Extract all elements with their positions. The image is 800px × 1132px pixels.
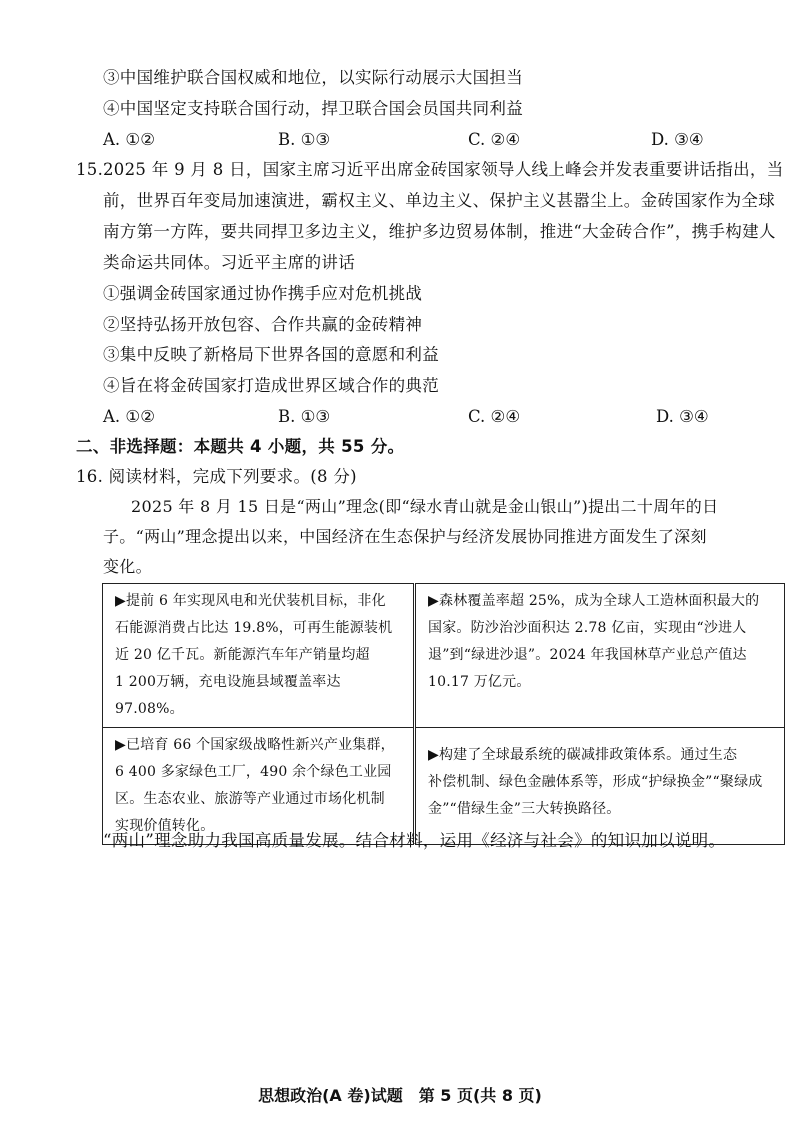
material-table xyxy=(102,583,785,845)
material-cell-energy xyxy=(103,584,415,728)
q16-question: “两山”理念助力我国高质量发展。结合材料，运用《经济与社会》的知识加以说明。 xyxy=(103,831,726,850)
q14-item-4: ④中国坚定支持联合国行动，捍卫联合国会员国共同利益 xyxy=(103,99,523,118)
cell-line: 补偿机制、绿色金融体系等，形成“护绿换金”“聚绿成 xyxy=(428,774,763,790)
cell-line: ▶已培育 66 个国家级战略性新兴产业集群， xyxy=(115,737,395,753)
cell-line: 金”“借绿生金”三大转换路径。 xyxy=(428,801,621,817)
cell-line: ▶提前 6 年实现风电和光伏装机目标，非化 xyxy=(115,593,386,609)
material-cell-industry xyxy=(103,728,415,845)
q16-stem: 16. 阅读材料，完成下列要求。(8 分) xyxy=(76,467,357,486)
cell-line: 区。生态农业、旅游等产业通过市场化机制 xyxy=(115,791,385,807)
cell-line: 实现价值转化。 xyxy=(115,818,215,834)
q15-item-3: ③集中反映了新格局下世界各国的意愿和利益 xyxy=(103,345,439,364)
material-row xyxy=(103,728,785,845)
q14-option-b: B. ①③ xyxy=(278,130,331,149)
section-2-heading: 二、非选择题：本题共 4 小题，共 55 分。 xyxy=(76,437,405,456)
q15-stem-line-3: 南方第一方阵，要共同捍卫多边主义，维护多边贸易体制，推进“大金砖合作”，携手构建人 xyxy=(103,222,776,241)
q14-option-a: A. ①② xyxy=(103,130,155,149)
q14-option-c: C. ②④ xyxy=(468,130,521,149)
q15-stem-line-1: 2025 年 9 月 8 日，国家主席习近平出席金砖国家领导人线上峰会并发表重要讲话指出，当 xyxy=(103,160,784,179)
q15-option-a: A. ①② xyxy=(103,407,155,426)
cell-line: 石能源消费占比达 19.8%，可再生能源装机 xyxy=(115,620,393,636)
q14-item-3: ③中国维护联合国权威和地位，以实际行动展示大国担当 xyxy=(103,68,523,87)
q15-stem-line-2: 前，世界百年变局加速演进，霸权主义、单边主义、保护主义甚嚣尘上。金砖国家作为全球 xyxy=(103,191,775,210)
q16-intro-line-1: 2025 年 8 月 15 日是“两山”理念(即“绿水青山就是金山银山”)提出二十周年的日 xyxy=(131,497,719,516)
page-footer: 思想政治(A 卷)试题 第 5 页(共 8 页) xyxy=(258,1086,542,1105)
q15-option-d: D. ③④ xyxy=(656,407,709,426)
q15-item-4: ④旨在将金砖国家打造成世界区域合作的典范 xyxy=(103,376,439,395)
cell-line: 6 400 多家绿色工厂，490 余个绿色工业园 xyxy=(115,764,392,780)
material-cell-forest xyxy=(415,584,785,728)
material-cell-carbon xyxy=(415,728,785,845)
q16-intro-line-2: 子。“两山”理念提出以来，中国经济在生态保护与经济发展协同推进方面发生了深刻 xyxy=(103,527,707,546)
cell-line: ▶森林覆盖率超 25%，成为全球人工造林面积最大的 xyxy=(428,593,760,609)
cell-line: 1 200万辆，充电设施县域覆盖率达 97.08%。 xyxy=(115,674,341,717)
cell-line: 近 20 亿千瓦。新能源汽车年产销量均超 xyxy=(115,647,370,663)
cell-line: 国家。防沙治沙面积达 2.78 亿亩，实现由“沙进人 xyxy=(428,620,747,636)
q15-number: 15. xyxy=(76,160,104,179)
q15-item-1: ①强调金砖国家通过协作携手应对危机挑战 xyxy=(103,284,423,303)
cell-line: ▶构建了全球最系统的碳减排政策体系。通过生态 xyxy=(428,747,738,763)
cell-line: 退”到“绿进沙退”。2024 年我国林草产业总产值达 xyxy=(428,647,747,663)
cell-line: 10.17 万亿元。 xyxy=(428,674,531,690)
material-row xyxy=(103,584,785,728)
q15-option-b: B. ①③ xyxy=(278,407,331,426)
q15-option-c: C. ②④ xyxy=(468,407,521,426)
q14-option-d: D. ③④ xyxy=(651,130,704,149)
q15-item-2: ②坚持弘扬开放包容、合作共赢的金砖精神 xyxy=(103,315,423,334)
q15-stem-line-4: 类命运共同体。习近平主席的讲话 xyxy=(103,253,355,272)
q16-intro-line-3: 变化。 xyxy=(103,557,152,576)
